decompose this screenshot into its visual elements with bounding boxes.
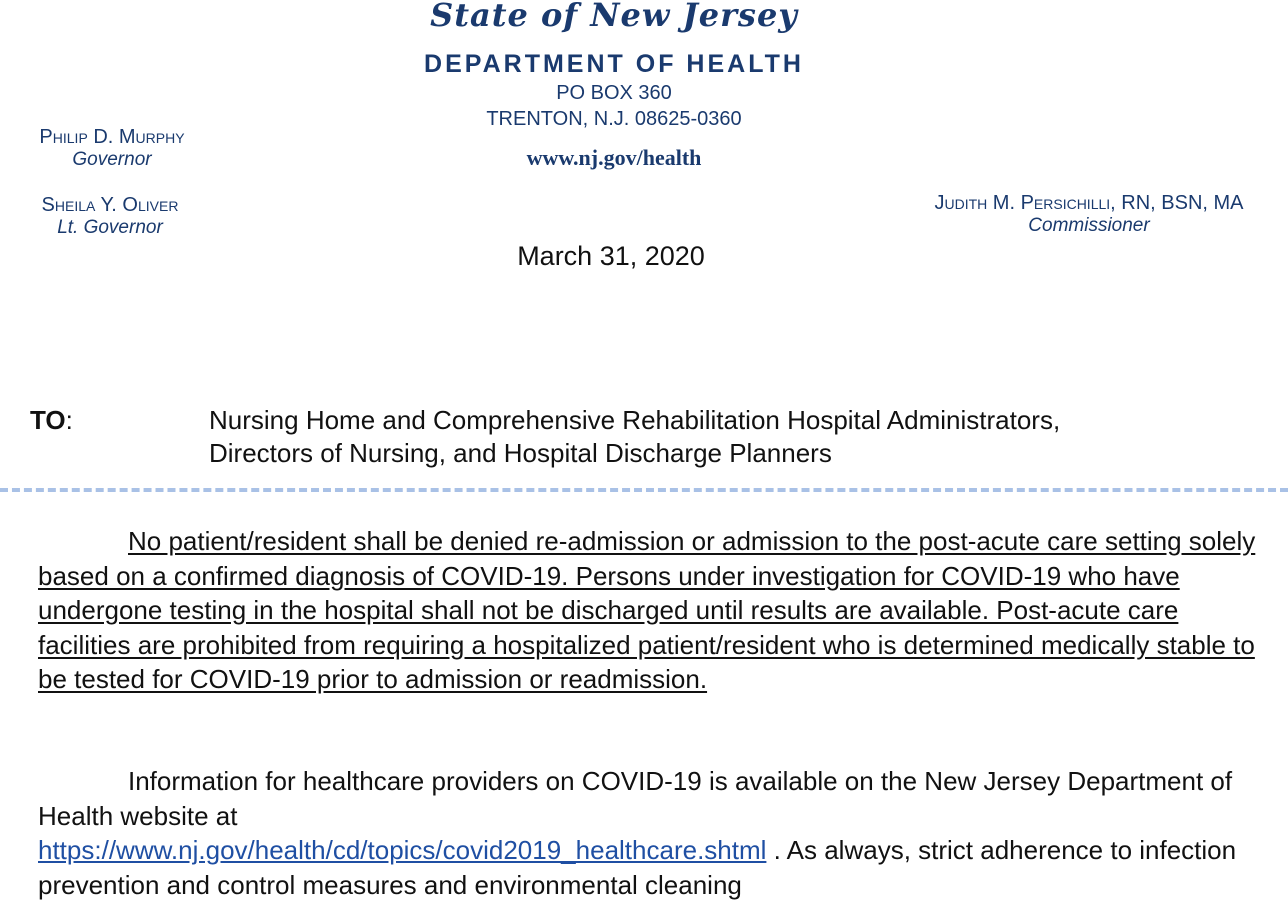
address-line-2: TRENTON, N.J. 08625-0360 [486, 108, 742, 130]
to-label-text: TO [30, 405, 66, 435]
covid-healthcare-link[interactable]: https://www.nj.gov/health/cd/topics/covid2019_healthcare.shtml [38, 835, 767, 865]
provider-info-continuation: . As always, strict adherence to infection prevention and control measures and environmental cleaning [38, 835, 1237, 900]
governor-name: Philip D. Murphy [39, 126, 185, 148]
to-label [30, 405, 73, 436]
commissioner-title: Commissioner [1028, 215, 1150, 236]
lt-governor-name: Sheila Y. Oliver [41, 194, 179, 216]
section-divider [0, 488, 1288, 492]
recipients-line-1: Nursing Home and Comprehensive Rehabilitation Hospital Administrators, [209, 405, 1061, 435]
governor-title: Governor [72, 149, 152, 170]
admission-policy-text: No patient/resident shall be denied re-admission or admission to the post-acute care setting solely based on a confirmed diagnosis of COVID-19. Persons under investigation for COVID-19 who have undergone testing in the hospital shall not be discharged until results are available. Post-acute care facilities are prohibited from requiring a hospitalized patient/resident who is determined medically stable to be tested for COVID-19 prior to admission or readmission. [38, 526, 1256, 694]
lt-governor-title: Lt. Governor [57, 217, 163, 238]
to-label-colon: : [65, 405, 73, 435]
department-name: DEPARTMENT OF HEALTH [424, 50, 804, 78]
state-title: State of New Jersey [430, 0, 798, 34]
department-website: www.nj.gov/health [526, 145, 702, 170]
provider-info-text: Information for healthcare providers on COVID-19 is available on the New Jersey Department of Health website at [38, 766, 1233, 831]
recipients-line-2: Directors of Nursing, and Hospital Discharge Planners [209, 438, 832, 468]
commissioner-block [890, 192, 1288, 237]
commissioner-name: Judith M. Persichilli, RN, BSN, MA [934, 192, 1244, 214]
memo-date: March 31, 2020 [517, 241, 705, 271]
admission-policy-paragraph [38, 524, 1278, 697]
provider-info-paragraph [38, 764, 1278, 902]
address-line-1: PO BOX 360 [556, 82, 672, 104]
governor-block [20, 126, 204, 171]
recipients [209, 404, 1269, 470]
lt-governor-block [20, 194, 200, 239]
